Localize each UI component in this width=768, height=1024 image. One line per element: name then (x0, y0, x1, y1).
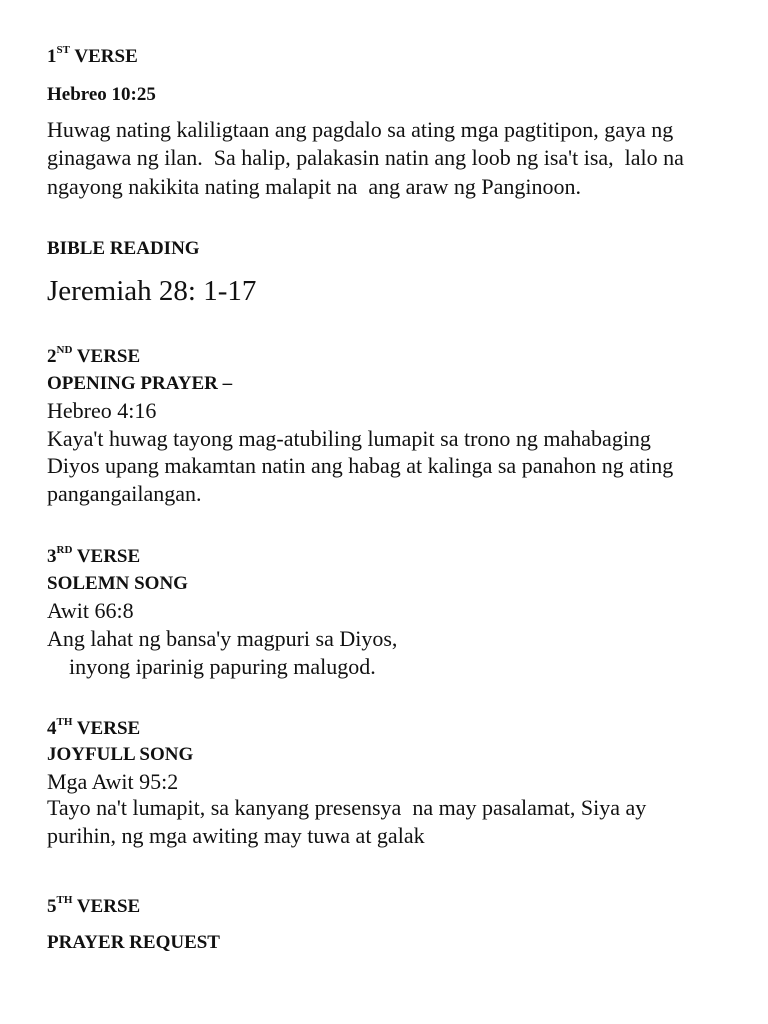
bible-reading-reference: Jeremiah 28: 1-17 (47, 275, 257, 307)
verse-2-text-line: Diyos upang makamtan natin ang habag at kalinga sa panahon ng ating (47, 453, 674, 478)
opening-prayer-title: OPENING PRAYER – (47, 373, 233, 394)
verse-1-reference: Hebreo 10:25 (47, 84, 156, 105)
verse-2-reference: Hebreo 4:16 (47, 398, 157, 423)
verse-1-text-line: ginagawa ng ilan. Sa halip, palakasin natin ang loob ng isa't isa, lalo na (47, 145, 684, 170)
solemn-song-title: SOLEMN SONG (47, 573, 188, 594)
joyfull-song-title: JOYFULL SONG (47, 744, 194, 765)
verse-1-heading: 1ST VERSE (47, 44, 138, 67)
verse-4-text-line: Tayo na't lumapit, sa kanyang presensya na may pasalamat, Siya ay (47, 795, 647, 820)
verse-3-heading: 3RD VERSE (47, 544, 141, 567)
verse-3-text-line: inyong iparinig papuring malugod. (47, 654, 376, 679)
verse-1-text-line: ngayong nakikita nating malapit na ang araw ng Panginoon. (47, 174, 581, 199)
verse-1-text-line: Huwag nating kaliligtaan ang pagdalo sa ating mga pagtitipon, gaya ng (47, 117, 674, 142)
verse-3-text-line: Ang lahat ng bansa'y magpuri sa Diyos, (47, 626, 398, 651)
prayer-request-title: PRAYER REQUEST (47, 932, 220, 953)
verse-4-heading: 4TH VERSE (47, 716, 141, 739)
bible-reading-heading: BIBLE READING (47, 238, 200, 259)
verse-4-reference: Mga Awit 95:2 (47, 769, 179, 794)
verse-2-heading: 2ND VERSE (47, 344, 141, 367)
verse-2-text-line: pangangailangan. (47, 481, 202, 506)
verse-4-text-line: purihin, ng mga awiting may tuwa at galak (47, 823, 425, 848)
verse-3-reference: Awit 66:8 (47, 598, 134, 623)
verse-5-heading: 5TH VERSE (47, 894, 141, 917)
verse-2-text-line: Kaya't huwag tayong mag-atubiling lumapit sa trono ng mahabaging (47, 426, 651, 451)
